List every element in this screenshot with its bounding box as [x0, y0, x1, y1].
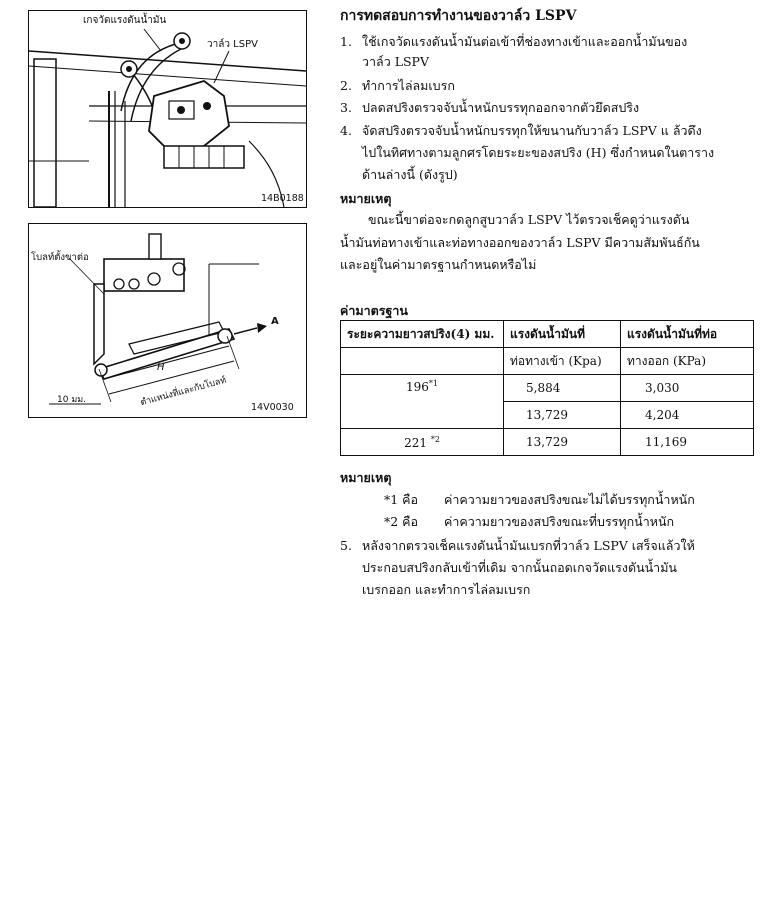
inlet-pressure-cell: 13,729 — [504, 429, 621, 456]
step-5-cont: ประกอบสปริงกลับเข้าที่เดิม จากนั้นถอดเกจวัดแรงดันน้ำมัน — [362, 560, 677, 575]
step-5-cont: เบรกออก และทำการไล่ลมเบรก — [362, 582, 531, 597]
spec-heading: ค่ามาตรฐาน — [340, 303, 408, 318]
header-inlet-pressure: แรงดันน้ำมันที่ — [504, 321, 621, 348]
note-paragraph-line: และอยู่ในค่ามาตรฐานกำหนดหรือไม่ — [340, 257, 537, 272]
gauge-label: เกจวัดแรงดันน้ำมัน — [83, 15, 167, 26]
gauge-installation-drawing — [29, 11, 306, 207]
note2-item: *1 คือ ค่าความยาวของสปริงขณะไม่ได้บรรทุกน้ำหนัก — [384, 492, 695, 507]
spring-length-cell: 196$^{*1}$ — [341, 375, 504, 429]
step-4: 4. จัดสปริงตรวจจับน้ำหนักบรรทุกให้ขนานกับวาล์ว LSPV แ ล้วดึง — [340, 123, 702, 138]
spec-table — [340, 320, 754, 456]
table-header-row — [341, 348, 754, 375]
inlet-pressure-cell: 5,884 — [504, 375, 621, 402]
figure-code: 14V0030 — [251, 402, 294, 413]
step-4-cont: ด้านล่างนี้ (ดังรูป) — [362, 167, 458, 182]
note2-item: *2 คือ ค่าความยาวของสปริงขณะที่บรรทุกน้ำหนัก — [384, 514, 675, 529]
step-2: 2. ทำการไล่ลมเบรก — [340, 78, 455, 93]
step-1: 1. ใช้เกจวัดแรงดันน้ำมันต่อเข้าที่ช่องทางเข้าและออกน้ำมันของ — [340, 34, 688, 49]
arrow-a-label: A — [271, 316, 279, 327]
note-heading: หมายเหตุ — [340, 191, 392, 206]
note-paragraph-line: น้ำมันท่อทางเข้าและท่อทางออกของวาล์ว LSPV มีความสัมพันธ์กัน — [340, 235, 700, 250]
header-outlet-pressure: แรงดันน้ำมันที่ท่อ — [621, 321, 754, 348]
header-spacer — [341, 348, 504, 375]
table-row — [341, 375, 754, 402]
outlet-pressure-cell: 11,169 — [621, 429, 754, 456]
note-paragraph-line: ขณะนี้ขาต่อจะกดลูกสูบวาล์ว LSPV ไว้ตรวจเช็คดูว่าแรงดัน — [368, 212, 690, 227]
table-row — [341, 429, 754, 456]
figure-gauge-installation — [28, 10, 307, 208]
outlet-pressure-cell: 4,204 — [621, 402, 754, 429]
header-outlet-unit: ทางออก (KPa) — [621, 348, 754, 375]
page-title: การทดสอบการทำงานของวาล์ว LSPV — [340, 8, 577, 24]
note2-heading: หมายเหตุ — [340, 470, 392, 485]
header-spring-length: ระยะความยาวสปริง(4) มม. — [341, 321, 504, 348]
step-5: 5. หลังจากตรวจเช็คแรงดันน้ำมันเบรกที่วาล์ว LSPV เสร็จแล้วให้ — [340, 538, 695, 553]
ten-mm-label: 10 มม. — [57, 395, 87, 405]
figure-code: 14B0188 — [261, 193, 304, 204]
step-1-cont: วาล์ว LSPV — [362, 54, 429, 69]
header-inlet-unit: ท่อทางเข้า (Kpa) — [504, 348, 621, 375]
bolt-label: โบลท์ตั้งขาต่อ — [31, 252, 89, 263]
valve-label: วาล์ว LSPV — [207, 39, 258, 50]
table-header-row — [341, 321, 754, 348]
spring-length-cell: 221 $^{*2}$ — [341, 429, 504, 456]
inlet-pressure-cell: 13,729 — [504, 402, 621, 429]
bolt-position-label: ตำแหน่งที่และกับโบลท์ — [139, 375, 228, 409]
outlet-pressure-cell: 3,030 — [621, 375, 754, 402]
figure-spring-adjustment — [28, 223, 307, 418]
step-4-cont: ไปในทิศทางตามลูกศรโดยระยะของสปริง (H) ซึ่งกำหนดในตาราง — [362, 145, 715, 160]
dimension-h-label: H — [157, 362, 165, 373]
step-3: 3. ปลดสปริงตรวจจับน้ำหนักบรรทุกออกจากตัวยึดสปริง — [340, 100, 640, 115]
